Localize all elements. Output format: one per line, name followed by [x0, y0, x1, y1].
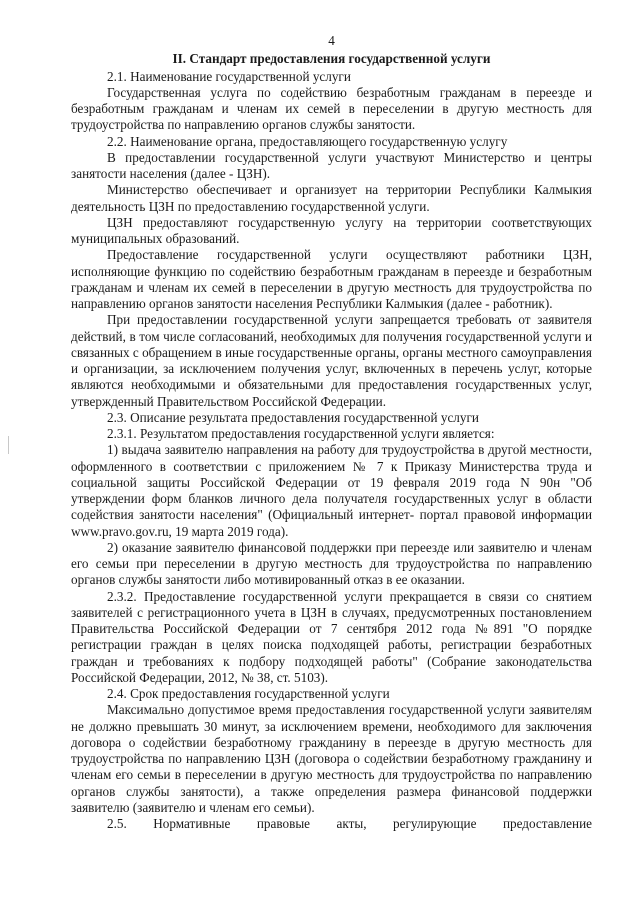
paragraph: Министерство обеспечивает и организует на территории Республики Калмыкия деятельность ЦЗН по предоставлению государственной услуги. — [71, 182, 592, 214]
paragraph: Максимально допустимое время предоставления государственной услуги заявителям не должно превышать 30 минут, за исключением времени, необходимого для заключения договора о содействии безработному гражданину в переезде в другую местность для трудоустройства по направлению ЦЗН (договора о содействии безработному гражданину и членам его семьи в переселении в другую местность для трудоустройства по направлению органов службы занятости), а также определения размера финансовой поддержки заявителю (заявителю и членам его семьи). — [71, 702, 592, 815]
page-number: 4 — [328, 33, 335, 48]
section-title: II. Стандарт предоставления государственной услуги — [172, 51, 491, 67]
list-item-1: 1) выдача заявителю направления на работу для трудоустройства в другой местности, оформленного в соответствии с приложением № 7 к Приказу Министерства труда и социальной защиты Российской Федерации от 19 февраля 2019 года N 90н "Об утверждении форм бланков личного дела получателя государственных услуг в области содействия занятости населения" (Официальный интернет- портал правовой информации www.pravo.gov.ru, 19 марта 2019 года). — [71, 442, 592, 539]
margin-mark — [8, 436, 9, 454]
paragraph-2-3-2: 2.3.2. Предоставление государственной услуги прекращается в связи со снятием заявителей с регистрационного учета в ЦЗН в случаях, предусмотренных постановлением Правительства Российской Федерации от 7 сентября 2012 года №891 "О порядке регистрации граждан в целях поиска подходящей работы, регистрации безработных граждан и требованиях к подбору подходящей работы" (Собрание законодательства Российской Федерации, 2012, № 38, ст. 5103). — [71, 588, 592, 685]
paragraph: Государственная услуга по содействию безработным гражданам в переезде и безработным гражданам и членам их семей в переселении в другую местность для трудоустройства по направлению органов службы занятости. — [71, 84, 592, 133]
paragraph-2-2-heading: 2.2. Наименование органа, предоставляющего государственную услугу — [107, 133, 508, 149]
document-page — [71, 33, 592, 832]
paragraph-2-3-heading: 2.3. Описание результата предоставления государственной услуги — [107, 409, 479, 425]
paragraph-2-1-heading: 2.1. Наименование государственной услуги — [107, 68, 351, 84]
paragraph-2-3-1: 2.3.1. Результатом предоставления государственной услуги является: — [107, 426, 495, 441]
paragraph: ЦЗН предоставляют государственную услугу на территории соответствующих муниципальных образований. — [71, 214, 592, 246]
paragraph-2-5-heading: 2.5. Нормативные правовые акты, регулирующие предоставление — [107, 816, 592, 831]
paragraph: В предоставлении государственной услуги участвуют Министерство и центры занятости населения (далее - ЦЗН). — [71, 149, 592, 181]
paragraph: Предоставление государственной услуги осуществляют работники ЦЗН, исполняющие функцию по содействию безработным гражданам в переезде и безработным гражданам и членам их семей в переселении в другую местность для трудоустройства по направлению органов занятости населения Республики Калмыкия (далее - работник). — [71, 247, 592, 311]
paragraph: При предоставлении государственной услуги запрещается требовать от заявителя действий, в том числе согласований, необходимых для получения государственной услуги и связанных с обращением в иные государственные органы, органы местного самоуправления и организации, за исключением получения услуг, включенных в перечень услуг, которые являются необходимыми и обязательными для предоставления государственных услуг, утвержденный Правительством Российской Федерации. — [71, 312, 592, 409]
paragraph-2-4-heading: 2.4. Срок предоставления государственной услуги — [107, 686, 390, 701]
list-item-2: 2) оказание заявителю финансовой поддержки при переезде или заявителю и членам его семьи при переселении в другую местность для трудоустройства по направлению органов службы занятости либо мотивированный отказ в ее оказании. — [71, 539, 592, 588]
